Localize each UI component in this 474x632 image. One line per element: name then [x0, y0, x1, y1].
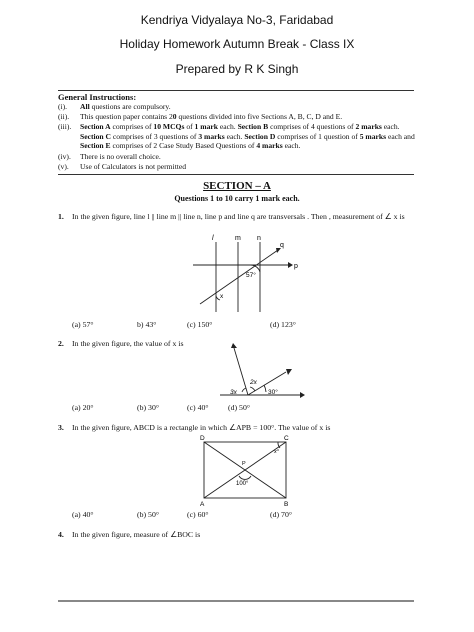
label-30: 30°	[268, 389, 278, 396]
label-x: x	[220, 293, 224, 300]
question-number: 4.	[58, 530, 64, 539]
document-title: Holiday Homework Autumn Break - Class IX	[119, 37, 355, 51]
instructions-title: General Instructions:	[58, 92, 137, 102]
label-p: p	[294, 263, 298, 270]
label-3x: 3x	[230, 389, 237, 396]
instruction-number: (v).	[58, 162, 69, 171]
label-m: m	[235, 235, 241, 242]
option-d: (d) 123°	[270, 320, 296, 329]
instruction-number: (i).	[58, 102, 68, 111]
instructions-bottom-rule	[58, 174, 414, 175]
option-c: (c) 60°	[187, 510, 209, 519]
label-B: B	[284, 501, 289, 508]
label-q: q	[280, 242, 284, 249]
label-l: l	[212, 235, 214, 242]
option-a: (a) 20°	[72, 403, 94, 412]
instruction-item	[58, 162, 418, 172]
question-1	[58, 212, 418, 234]
question-text: In the given figure, measure of ∠BOC is	[72, 530, 201, 539]
instruction-number: (ii).	[58, 112, 70, 121]
school-name: Kendriya Vidyalaya No-3, Faridabad	[140, 13, 334, 27]
question-4	[58, 530, 418, 542]
option-b: (b) 50°	[137, 510, 159, 519]
instruction-number: (iv).	[58, 152, 71, 161]
label-angle: 57°	[246, 272, 256, 279]
instruction-text: There is no overall choice.	[80, 152, 161, 161]
instruction-item	[58, 152, 418, 162]
instruction-item	[58, 112, 418, 122]
question-number: 2.	[58, 339, 64, 348]
instruction-item	[58, 122, 418, 151]
instruction-text: Use of Calculators is not permitted	[80, 162, 187, 171]
question-text: In the given figure, the value of x is	[72, 339, 184, 348]
label-n: n	[257, 235, 261, 242]
label-100: 100°	[236, 481, 249, 487]
angles-on-line-figure	[208, 340, 308, 400]
rectangle-figure	[196, 432, 296, 508]
author-line: Prepared by R K Singh	[175, 62, 299, 76]
section-subtitle: Questions 1 to 10 carry 1 mark each.	[174, 194, 300, 203]
label-x: x°	[274, 449, 279, 455]
question-number: 3.	[58, 423, 64, 432]
question-number: 1.	[58, 212, 64, 221]
question-text: In the given figure, line l || line m || line n, line p and line q are transversals . Then , measurement of ∠ x is	[72, 212, 405, 221]
instruction-number: (iii).	[58, 122, 72, 131]
parallel-lines-figure	[190, 232, 300, 314]
instructions-top-rule	[58, 90, 414, 91]
page-bottom-rule	[58, 600, 414, 602]
instruction-text: Section A comprises of 10 MCQs of 1 mark each. Section B comprises of 4 questions of 2 marks each. Section C comprises of 3 questions of 3 marks each. Section D comprises of 1 question of 5 marks each and Section E comprises of 2 Case Study Based Questions of 4 marks each.	[80, 122, 415, 151]
option-c: (c) 150°	[187, 320, 213, 329]
label-A: A	[200, 501, 205, 508]
option-b: b) 43°	[137, 320, 157, 329]
section-title: SECTION – A	[203, 180, 271, 192]
instruction-text: This question paper contains 20 questions divided into five Sections A, B, C, D and E.	[80, 112, 343, 121]
label-P: P	[242, 461, 246, 467]
label-2x: 2x	[250, 379, 257, 386]
option-d: (d) 70°	[270, 510, 292, 519]
option-c: (c) 40°	[187, 403, 209, 412]
option-a: (a) 57°	[72, 320, 94, 329]
instruction-item	[58, 102, 418, 112]
question-text: In the given figure, ABCD is a rectangle in which ∠APB = 100°. The value of x is	[72, 423, 331, 432]
instruction-text: All questions are compulsory.	[80, 102, 171, 111]
label-C: C	[284, 435, 289, 442]
option-d: (d) 50°	[228, 403, 250, 412]
option-b: (b) 30°	[137, 403, 159, 412]
label-D: D	[200, 435, 205, 442]
option-a: (a) 40°	[72, 510, 94, 519]
